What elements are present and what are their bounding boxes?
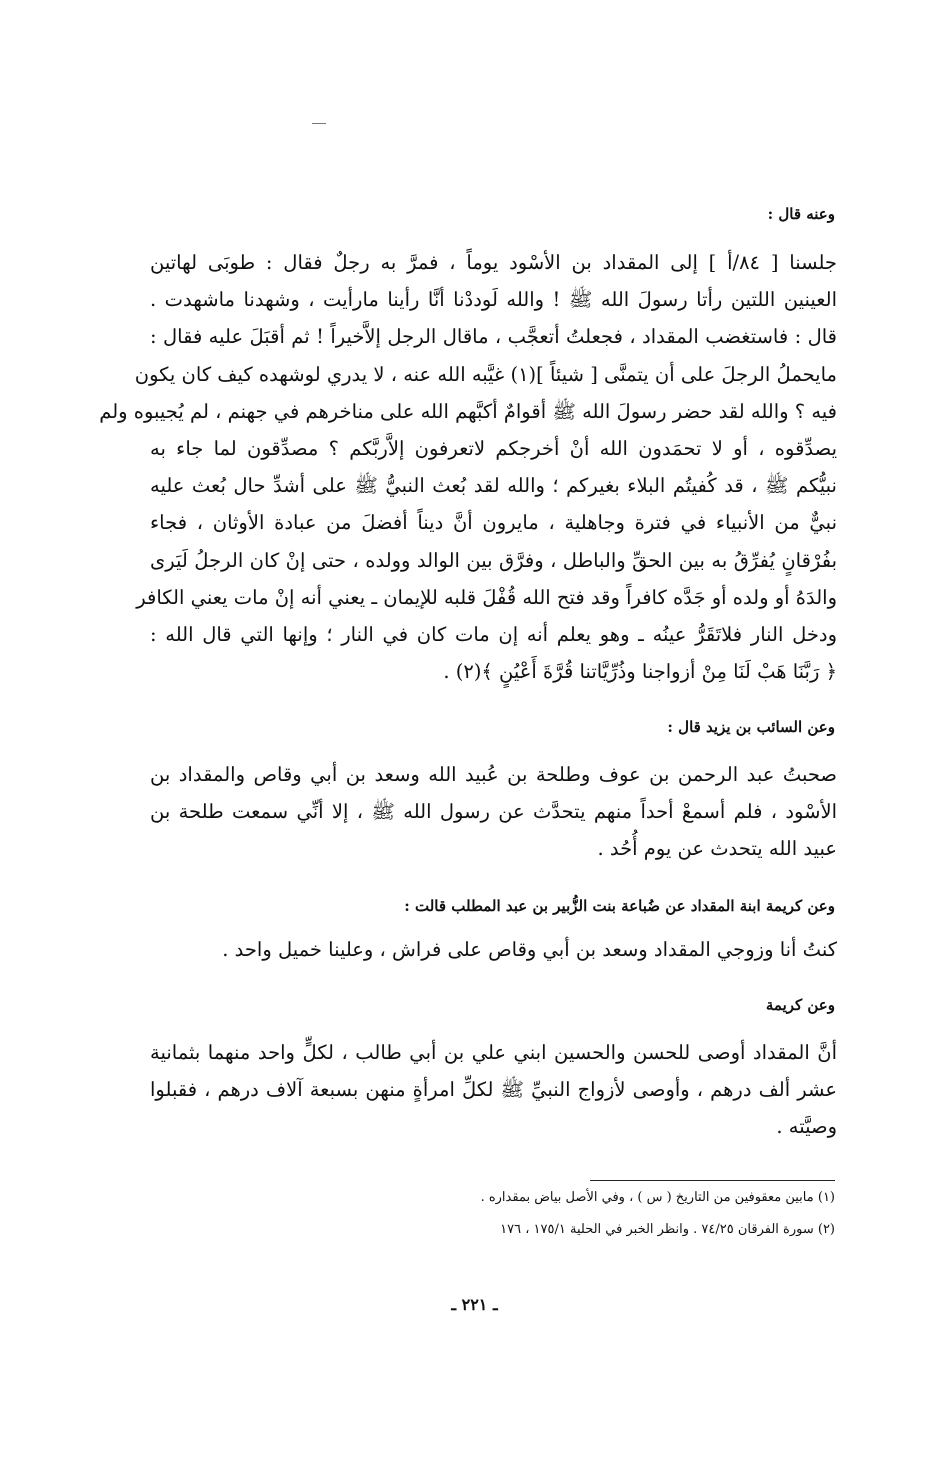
- text-line: عبيد الله يتحدث عن يوم أُحُد .: [597, 837, 837, 860]
- text-line: بفُرْقانٍ يُفرِّقُ به بين الحقِّ والباطل ، وفرَّق بين الوالد وولده ، حتى إنْ كان الرجلُ لَيَرى: [150, 549, 837, 572]
- scan-speck: [312, 123, 326, 124]
- text-line: فيه ؟ والله لقد حضر رسولَ الله ﷺ أقوامٌ أكبَّهم الله على مناخرهم في جهنم ، لم يُجيبوه ولم: [99, 400, 837, 423]
- narration-heading: وعن السائب بن يزيد قال :: [667, 718, 835, 736]
- text-line: وصيَّته .: [776, 1115, 837, 1138]
- narration-heading: وعن كريمة: [765, 996, 835, 1014]
- text-line: الأسْود ، فلم أسمعْ أحداً منهم يتحدَّث عن رسول الله ﷺ ، إلا أنِّي سمعت طلحة بن: [150, 800, 837, 823]
- footnote-1: (١) مابين معقوفين من التاريخ ( س ) ، وفي الأصل بياض بمقداره .: [480, 1190, 835, 1205]
- text-line: والدَهُ أو ولده أو جَدَّه كافراً وقد فتح الله قُفْلَ قلبه للإيمان ـ يعني أنه إنْ مات يعني الكافر: [136, 586, 837, 609]
- text-line: أنَّ المقداد أوصى للحسن والحسين ابني علي بن أبي طالب ، لكلٍّ واحد منهما بثمانية: [150, 1041, 837, 1064]
- text-line: قال : فاستغضب المقداد ، فجعلتُ أتعجَّب ، ماقال الرجل إلاَّخيراً ! ثم أقبَلَ عليه فقال :: [150, 325, 837, 348]
- footnote-2: (٢) سورة الفرقان ٧٤/٢٥ . وانظر الخبر في الحلية ١٧٥/١ ، ١٧٦: [500, 1222, 835, 1237]
- text-line: عشر ألف درهم ، وأوصى لأزواج النبيِّ ﷺ لكلِّ امرأةٍ منهن بسبعة آلاف درهم ، فقبلوا: [150, 1078, 837, 1101]
- narration-heading: وعن كريمة ابنة المقداد عن ضُباعة بنت الزُّبير بن عبد المطلب قالت :: [404, 897, 835, 915]
- page-number: ـ ٢٢١ ـ: [451, 1295, 498, 1314]
- text-line: جلسنا [ ٨٤/أ ] إلى المقداد بن الأسْود يوماً ، فمرَّ به رجلٌ فقال : طوبَى لهاتين: [150, 251, 837, 274]
- quran-verse-line: ﴿ رَبَّنَا هَبْ لَنَا مِنْ أزواجنا وذُرِّيَّاتنا قُرَّةَ أَعْيُنٍ ﴾(٢) .: [443, 660, 837, 683]
- text-line: نبيٌّ من الأنبياء في فترة وجاهلية ، مايرون أنَّ ديناً أفضلَ من عبادة الأوثان ، فجاء: [150, 511, 837, 534]
- narration-heading: وعنه قال :: [767, 205, 835, 223]
- text-line: العينين اللتين رأتا رسولَ الله ﷺ ! والله لَوددْنا أنَّا رأينا مارأيت ، وشهدنا ماشهدت .: [150, 288, 837, 311]
- text-line: صحبتُ عبد الرحمن بن عوف وطلحة بن عُبيد الله وسعد بن أبي وقاص والمقداد بن: [150, 763, 837, 786]
- text-line: يصدِّقوه ، أو لا تحمَدون الله أنْ أخرجكم لاتعرفون إلاَّربَّكم ؟ مصدِّقون لما جاء به: [150, 437, 837, 460]
- text-line: نبيُّكم ﷺ ، قد كُفيتُم البلاء بغيركم ؛ والله لقد بُعث النبيُّ ﷺ على أشدِّ حال بُعث عليه: [150, 474, 837, 497]
- footnote-separator: [590, 1180, 835, 1181]
- text-line: مايحملُ الرجلَ على أن يتمنَّى [ شيئاً ](١) غيَّبه الله عنه ، لا يدري لوشهده كيف كان يكون: [134, 363, 837, 386]
- text-line: ودخل النار فلاتَقَرُّ عينُه ـ وهو يعلم أنه إن مات كان في النار ؛ وإنها التي قال الله :: [150, 623, 837, 646]
- text-line: كنتُ أنا وزوجي المقداد وسعد بن أبي وقاص على فراش ، وعلينا خميل واحد .: [222, 938, 837, 961]
